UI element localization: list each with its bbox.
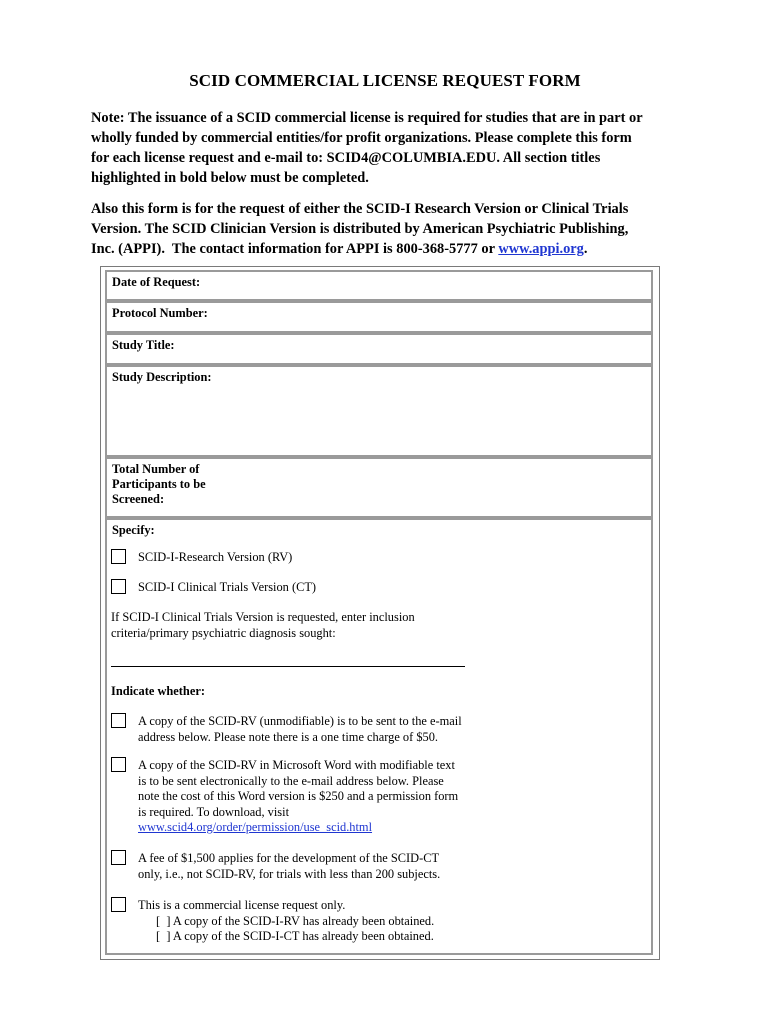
- study-title-label: Study Title:: [112, 338, 175, 352]
- note-line: Note: The issuance of a SCID commercial license is required for studies that are in part or: [91, 110, 643, 126]
- option4-checkbox[interactable]: [111, 897, 126, 912]
- option4-subitem[interactable]: [ ] A copy of the SCID-I-RV has already been obtained.: [156, 913, 435, 928]
- note-line: wholly funded by commercial entities/for profit organizations. Please complete this form: [91, 130, 632, 146]
- diagnosis-input-line[interactable]: [111, 666, 465, 667]
- specify-section: [105, 518, 653, 955]
- also-paragraph: [91, 199, 691, 259]
- option4-line: This is a commercial license request only.: [138, 898, 346, 912]
- option2-line: is to be sent electronically to the e-mail address below. Please: [138, 773, 444, 788]
- note-line: highlighted in bold below must be completed.: [91, 170, 369, 186]
- total-participants-label: [112, 462, 232, 507]
- total-label-line: Screened:: [112, 492, 165, 506]
- appi-link[interactable]: www.appi.org: [498, 241, 584, 257]
- ct-note-line: criteria/primary psychiatric diagnosis sought:: [111, 625, 336, 640]
- date-label: Date of Request:: [112, 275, 201, 289]
- rv-option-label: SCID-I-Research Version (RV): [138, 550, 293, 564]
- also-line: [91, 239, 691, 259]
- ct-note-line: If SCID-I Clinical Trials Version is requested, enter inclusion: [111, 610, 415, 624]
- option1-text: [138, 714, 462, 745]
- date-of-request-field[interactable]: [105, 270, 653, 301]
- option2-text: [138, 758, 458, 836]
- protocol-number-field[interactable]: [105, 301, 653, 333]
- option3-line: only, i.e., not SCID-RV, for trials with less than 200 subjects.: [138, 866, 441, 881]
- total-label-line: Total Number of: [112, 462, 200, 476]
- option2-line: note the cost of this Word version is $250 and a permission form: [138, 789, 459, 803]
- scid4-permission-link[interactable]: www.scid4.org/order/permission/use_scid.html: [138, 820, 373, 834]
- rv-checkbox[interactable]: [111, 549, 126, 564]
- indicate-label: Indicate whether:: [111, 684, 205, 698]
- ct-criteria-note: [111, 610, 415, 641]
- also-line: Also this form is for the request of either the SCID-I Research Version or Clinical Trials: [91, 201, 629, 217]
- total-label-line: Participants to be: [112, 477, 206, 491]
- option3-text: [138, 851, 440, 882]
- option1-checkbox[interactable]: [111, 713, 126, 728]
- option2-checkbox[interactable]: [111, 757, 126, 772]
- note-paragraph: [91, 108, 691, 188]
- study-description-label: Study Description:: [112, 370, 212, 384]
- option2-line: is required. To download, visit: [138, 804, 290, 819]
- study-description-field[interactable]: [105, 365, 653, 457]
- page-title: SCID COMMERCIAL LICENSE REQUEST FORM: [189, 71, 581, 90]
- specify-label: Specify:: [112, 523, 155, 537]
- also-line-text: Inc. (APPI). The contact information for APPI is 800-368-5777 or: [91, 241, 499, 257]
- also-line-end: .: [583, 241, 588, 257]
- option3-checkbox[interactable]: [111, 850, 126, 865]
- option4-subitem[interactable]: [ ] A copy of the SCID-I-CT has already been obtained.: [156, 929, 434, 943]
- option3-line: A fee of $1,500 applies for the development of the SCID-CT: [138, 851, 440, 865]
- note-line: for each license request and e-mail to: SCID4@COLUMBIA.EDU. All section titles: [91, 150, 601, 166]
- option1-line: A copy of the SCID-RV (unmodifiable) is to be sent to the e-mail: [138, 714, 462, 728]
- option1-line: address below. Please note there is a one time charge of $50.: [138, 729, 439, 744]
- request-form: [100, 266, 660, 960]
- option4-text: [138, 898, 434, 945]
- ct-option-label: SCID-I Clinical Trials Version (CT): [138, 580, 317, 594]
- ct-checkbox[interactable]: [111, 579, 126, 594]
- study-title-field[interactable]: [105, 333, 653, 365]
- protocol-label: Protocol Number:: [112, 306, 208, 320]
- total-participants-field[interactable]: [105, 457, 653, 518]
- also-line: Version. The SCID Clinician Version is distributed by American Psychiatric Publishing,: [91, 221, 629, 237]
- option2-line: A copy of the SCID-RV in Microsoft Word with modifiable text: [138, 758, 455, 772]
